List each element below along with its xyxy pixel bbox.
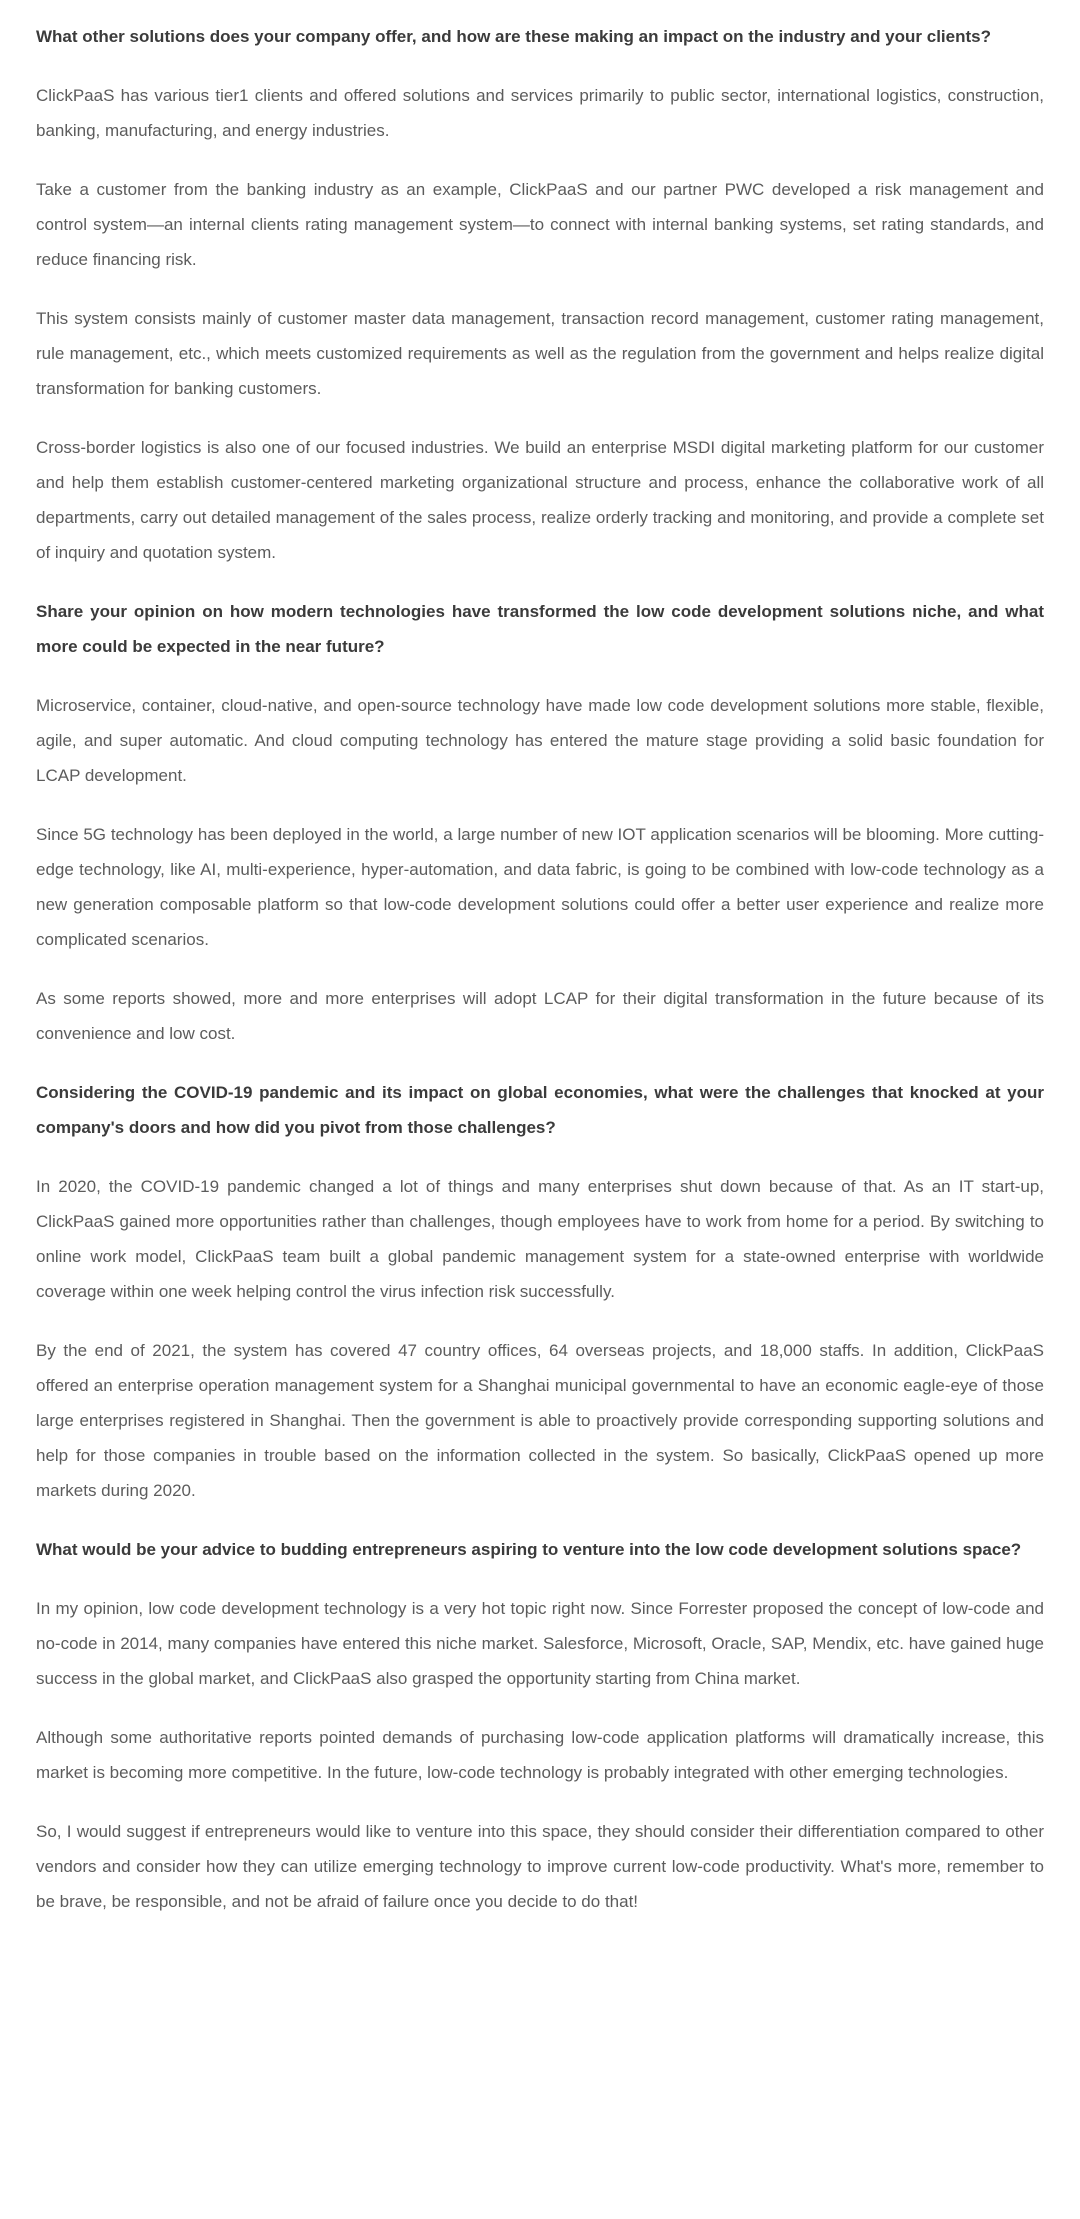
answer-paragraph-9: By the end of 2021, the system has covered 47 country offices, 64 overseas projects, and 18,000 staffs. In addition, ClickPaaS offered an enterprise operation management system for a Shanghai municipal governmental to have an economic eagle-eye of those large enterprises registered in Shanghai. Then the government is able to proactively provide corresponding supporting solutions and help for those companies in trouble based on the information collected in the system. So basically, ClickPaaS opened up more markets during 2020. <box>36 1341 1044 1500</box>
answer-paragraph-3: This system consists mainly of customer master data management, transaction record management, customer rating management, rule management, etc., which meets customized requirements as well as the regulation from the government and helps realize digital transformation for banking customers. <box>36 309 1044 398</box>
answer-paragraph-6: Since 5G technology has been deployed in the world, a large number of new IOT application scenarios will be blooming. More cutting-edge technology, like AI, multi-experience, hyper-automation, and data fabric, is going to be combined with low-code technology as a new generation composable platform so that low-code development solutions could offer a better user experience and realize more complicated scenarios. <box>36 825 1044 949</box>
answer-paragraph-12: So, I would suggest if entrepreneurs would like to venture into this space, they should consider their differentiation compared to other vendors and consider how they can utilize emerging technology to improve current low-code productivity. What's more, remember to be brave, be responsible, and not be afraid of failure once you decide to do that! <box>36 1822 1044 1911</box>
answer-paragraph-2: Take a customer from the banking industry as an example, ClickPaaS and our partner PWC developed a risk management and control system—an internal clients rating management system—to connect with internal banking systems, set rating standards, and reduce financing risk. <box>36 180 1044 269</box>
question-heading-1: What other solutions does your company offer, and how are these making an impact on the industry and your clients? <box>36 27 991 46</box>
answer-paragraph-11: Although some authoritative reports pointed demands of purchasing low-code application platforms will dramatically increase, this market is becoming more competitive. In the future, low-code technology is probably integrated with other emerging technologies. <box>36 1728 1044 1782</box>
answer-paragraph-4: Cross-border logistics is also one of our focused industries. We build an enterprise MSDI digital marketing platform for our customer and help them establish customer-centered marketing organizational structure and process, enhance the collaborative work of all departments, carry out detailed management of the sales process, realize orderly tracking and monitoring, and provide a complete set of inquiry and quotation system. <box>36 438 1044 562</box>
question-heading-4: What would be your advice to budding entrepreneurs aspiring to venture into the low code development solutions space? <box>36 1540 1022 1559</box>
question-heading-2: Share your opinion on how modern technologies have transformed the low code development solutions niche, and what more could be expected in the near future? <box>36 602 1044 656</box>
question-heading-3: Considering the COVID-19 pandemic and its impact on global economies, what were the challenges that knocked at your company's doors and how did you pivot from those challenges? <box>36 1083 1044 1137</box>
answer-paragraph-10: In my opinion, low code development technology is a very hot topic right now. Since Forrester proposed the concept of low-code and no-code in 2014, many companies have entered this niche market. Salesforce, Microsoft, Oracle, SAP, Mendix, etc. have gained huge success in the global market, and ClickPaaS also grasped the opportunity starting from China market. <box>36 1599 1044 1688</box>
answer-paragraph-1: ClickPaaS has various tier1 clients and offered solutions and services primarily to public sector, international logistics, construction, banking, manufacturing, and energy industries. <box>36 86 1044 140</box>
answer-paragraph-5: Microservice, container, cloud-native, and open-source technology have made low code development solutions more stable, flexible, agile, and super automatic. And cloud computing technology has entered the mature stage providing a solid basic foundation for LCAP development. <box>36 696 1044 785</box>
answer-paragraph-8: In 2020, the COVID-19 pandemic changed a lot of things and many enterprises shut down because of that. As an IT start-up, ClickPaaS gained more opportunities rather than challenges, though employees have to work from home for a period. By switching to online work model, ClickPaaS team built a global pandemic management system for a state-owned enterprise with worldwide coverage within one week helping control the virus infection risk successfully. <box>36 1177 1044 1301</box>
answer-paragraph-7: As some reports showed, more and more enterprises will adopt LCAP for their digital transformation in the future because of its convenience and low cost. <box>36 989 1044 1043</box>
